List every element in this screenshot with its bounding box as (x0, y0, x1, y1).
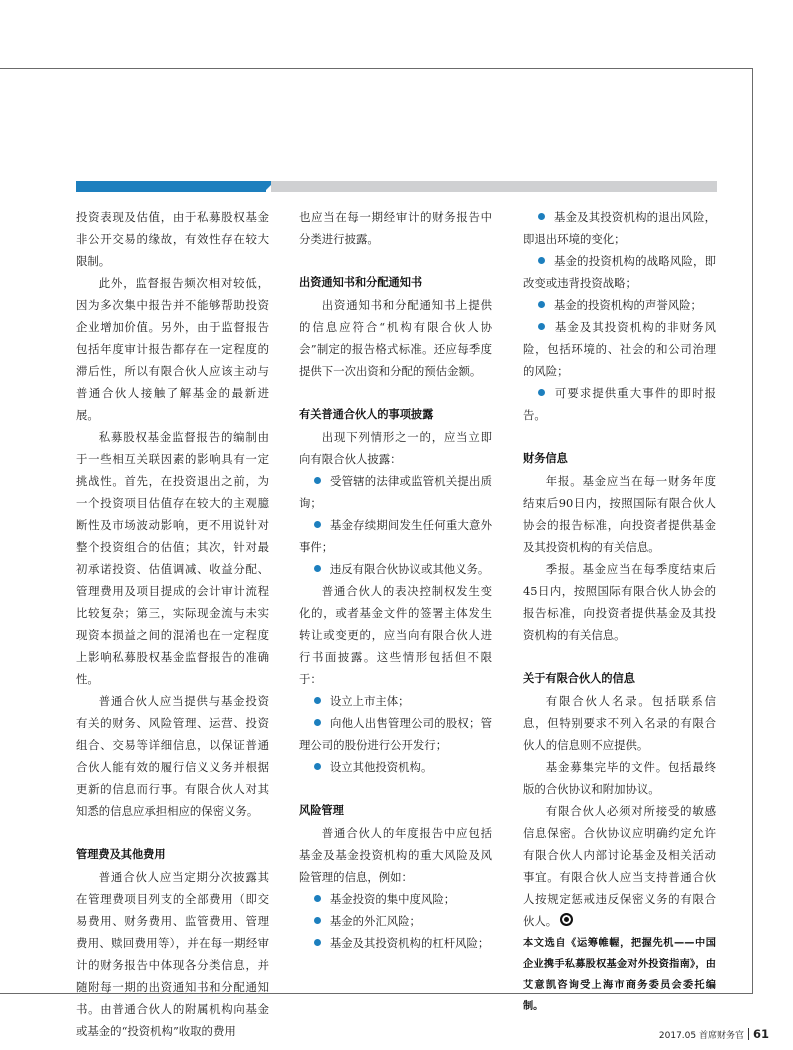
section-heading-gp-disclosure: 有关普通合伙人的事项披露 (299, 408, 434, 421)
bullet-icon (538, 301, 545, 308)
top-rule (0, 68, 752, 69)
paragraph: 年报。基金应当在每一财务年度结束后90日内，按照国际有限合伙人协会的报告标准，向投资者提供基金及其投资机构的有关信息。 (523, 474, 716, 554)
bullet-item: 基金及其投资机构的非财务风险，包括环境的、社会的和公司治理的风险； (523, 320, 716, 378)
bullet-item: 受管辖的法律或监管机关提出质询； (299, 474, 492, 510)
bullet-icon (314, 895, 321, 902)
paragraph: 投资表现及估值，由于私募股权基金非公开交易的缘故，有效性存在较大限制。 (76, 210, 269, 268)
column-1 (76, 206, 269, 1042)
bullet-icon (314, 939, 321, 946)
paragraph: 普通合伙人应当提供与基金投资有关的财务、风险管理、运营、投资组合、交易等详细信息，以保证普通合伙人能有效的履行信义义务并根据更新的信息而行事。有限合伙人对其知悉的信息应承担相应的保密义务。 (76, 694, 269, 818)
section-heading-fees: 管理费及其他费用 (76, 848, 166, 861)
bullet-icon (314, 477, 321, 484)
bullet-item: 可要求提供重大事件的即时报告。 (523, 386, 716, 422)
paragraph: 有限合伙人名录。包括联系信息，但特别要求不列入名录的有限合伙人的信息则不应提供。 (523, 694, 716, 752)
right-rule (752, 68, 753, 994)
paragraph: 普通合伙人的表决控制权发生变化的，或者基金文件的签署主体发生转让或变更的，应当向有限合伙人进行书面披露。这些情形包括但不限于： (299, 584, 492, 686)
end-mark-icon (560, 913, 573, 926)
section-heading-capital-notice: 出资通知书和分配通知书 (299, 276, 423, 289)
bullet-item: 基金及其投资机构的退出风险，即退出环境的变化； (523, 210, 716, 246)
bullet-icon (314, 697, 321, 704)
footer-divider (748, 1028, 749, 1040)
bullet-icon (314, 521, 321, 528)
section-heading-risk: 风险管理 (299, 804, 344, 817)
bullet-item: 向他人出售管理公司的股权；管理公司的股份进行公开发行； (299, 716, 492, 752)
bullet-icon (314, 763, 321, 770)
paragraph: 私募股权基金监督报告的编制由于一些相互关联因素的影响具有一定挑战性。首先，在投资退出之前，为一个投资项目估值存在较大的主观臆断性及市场波动影响，更不用说针对整个投资组合的估值；其次，针对最初承诺投资、估值调减、收益分配、管理费用及项目提成的会计审计流程比较复杂；第三，实际现金流与未实现资本损益之间的混淆也在一定程度上影响私募股权基金监督报告的准确性。 (76, 430, 269, 686)
paragraph: 也应当在每一期经审计的财务报告中分类进行披露。 (299, 210, 492, 246)
paragraph: 此外，监督报告频次相对较低，因为多次集中报告并不能够帮助投资企业增加价值。另外，由于监督报告包括年度审计报告都存在一定程度的滞后性，所以有限合伙人应该主动与普通合伙人接触了解基金的最新进展。 (76, 276, 269, 422)
paragraph: 普通合伙人应当定期分次披露其在管理费项目列支的全部费用（即交易费用、财务费用、监管费用、管理费用、赎回费用等），并在每一期经审计的财务报告中体现各分类信息，并随附每一期的出资通知书和分配通知书。由普通合伙人的附属机构向基金或基金的“投资机构”收取的费用 (76, 870, 269, 1038)
page-number: 61 (752, 1027, 769, 1041)
paragraph: 季报。基金应当在每季度结束后45日内，按照国际有限合伙人协会的报告标准，向投资者提供基金及其投资机构的有关信息。 (523, 562, 716, 642)
section-heading-lp-info: 关于有限合伙人的信息 (523, 672, 635, 685)
bullet-icon (538, 389, 545, 396)
bullet-item: 基金的投资机构的声誉风险； (523, 294, 716, 316)
paragraph: 普通合伙人的年度报告中应包括基金及基金投资机构的重大风险及风险管理的信息，例如： (299, 826, 492, 884)
header-band-blue (76, 181, 266, 192)
issue-label: 2017.05 首席财务官 (658, 1031, 744, 1041)
source-note: 本文选自《运筹帷幄，把握先机——中国企业携手私募股权基金对外投资指南》，由艾意凯咨询受上海市商务委员会委托编制。 (523, 938, 716, 1012)
paragraph: 基金募集完毕的文件。包括最终版的合伙协议和附加协议。 (523, 760, 716, 796)
column-3 (523, 206, 716, 1017)
bullet-item: 基金及其投资机构的杠杆风险； (299, 932, 492, 954)
bullet-item: 设立上市主体； (299, 690, 492, 712)
bullet-icon (314, 719, 321, 726)
bullet-icon (314, 565, 321, 572)
header-band-gray (271, 181, 717, 192)
bullet-icon (538, 323, 545, 330)
bullet-item: 基金的外汇风险； (299, 910, 492, 932)
paragraph: 出现下列情形之一的，应当立即向有限合伙人披露： (299, 430, 492, 466)
bullet-item: 基金的投资机构的战略风险，即改变或违背投资战略； (523, 254, 716, 290)
section-heading-financial-info: 财务信息 (523, 452, 568, 465)
bullet-icon (314, 917, 321, 924)
page-footer (659, 1027, 769, 1041)
bullet-icon (538, 213, 545, 220)
paragraph: 出资通知书和分配通知书上提供的信息应符合“机构有限合伙人协会”制定的报告格式标准。还应每季度提供下一次出资和分配的预估金额。 (299, 298, 492, 378)
bullet-icon (538, 257, 545, 264)
paragraph: 有限合伙人必须对所接受的敏感信息保密。合伙协议应明确约定允许有限合伙人内部讨论基金及相关活动事宜。有限合伙人应当支持普通合伙人按规定惩戒违反保密义务的有限合伙人。 (523, 804, 716, 928)
bullet-item: 设立其他投资机构。 (299, 756, 492, 778)
bullet-item: 基金投资的集中度风险； (299, 888, 492, 910)
bullet-item: 基金存续期间发生任何重大意外事件； (299, 518, 492, 554)
bullet-item: 违反有限合伙协议或其他义务。 (299, 558, 492, 580)
column-2 (299, 206, 492, 954)
